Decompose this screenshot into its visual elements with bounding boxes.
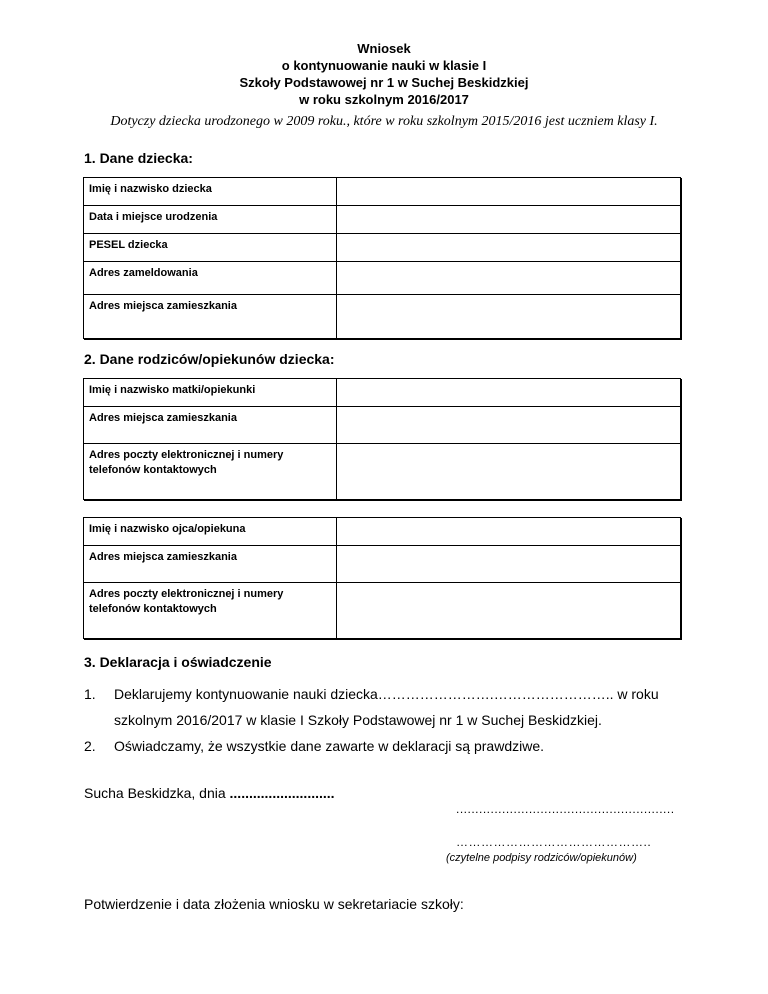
- row-label: PESEL dziecka: [84, 234, 337, 262]
- table-row: [84, 178, 681, 206]
- father-address-field[interactable]: [337, 546, 681, 583]
- mother-address-field[interactable]: [337, 407, 681, 444]
- declaration-item-2-text: Oświadczamy, że wszystkie dane zawarte w deklaracji są prawdziwe.: [114, 738, 545, 754]
- section-parents-heading: 2. Dane rodziców/opiekunów dziecka:: [84, 351, 335, 367]
- declaration-item-1-number: 1.: [84, 686, 96, 702]
- child-data-table: [83, 177, 681, 339]
- mother-data-table: [83, 378, 681, 500]
- declaration-item-1-text: Deklarujemy kontynuowanie nauki dziecka…………………….…………………….. w roku: [114, 686, 659, 702]
- child-residence-address-field[interactable]: [337, 295, 681, 339]
- table-row: [84, 407, 681, 444]
- form-title-line2: o kontynuowanie nauki w klasie I: [281, 58, 487, 73]
- child-registered-address-field[interactable]: [337, 262, 681, 295]
- school-year: w roku szkolnym 2016/2017: [299, 92, 469, 107]
- mother-name-field[interactable]: [337, 379, 681, 407]
- form-subtitle: Dotyczy dziecka urodzonego w 2009 roku., które w roku szkolnym 2015/2016 jest uczniem klasy I.: [110, 114, 658, 129]
- table-row: [84, 518, 681, 546]
- table-row: [84, 295, 681, 339]
- signature-line-2[interactable]: ………………………………………..: [456, 835, 652, 849]
- table-row: [84, 583, 681, 639]
- row-label: Adres zameldowania: [84, 262, 337, 295]
- father-data-table: [83, 517, 681, 639]
- child-pesel-field[interactable]: [337, 234, 681, 262]
- form-header: [0, 40, 768, 108]
- father-name-field[interactable]: [337, 518, 681, 546]
- table-row: [84, 234, 681, 262]
- date-field[interactable]: ...........................: [229, 785, 335, 801]
- section-declaration-heading: 3. Deklaracja i oświadczenie: [84, 654, 272, 670]
- section-child-heading: 1. Dane dziecka:: [84, 150, 193, 166]
- row-label: Adres poczty elektronicznej i numery telefonów kontaktowych: [84, 444, 337, 500]
- child-birth-field[interactable]: [337, 206, 681, 234]
- declaration-item-1-text-cont: szkolnym 2016/2017 w klasie I Szkoły Podstawowej nr 1 w Suchej Beskidzkiej.: [114, 712, 602, 728]
- school-name: Szkoły Podstawowej nr 1 w Suchej Beskidzkiej: [239, 75, 529, 90]
- row-label: Imię i nazwisko dziecka: [84, 178, 337, 206]
- table-row: [84, 206, 681, 234]
- row-label: Adres miejsca zamieszkania: [84, 546, 337, 583]
- row-label: Data i miejsce urodzenia: [84, 206, 337, 234]
- table-row: [84, 379, 681, 407]
- child-name-field[interactable]: [337, 178, 681, 206]
- signature-caption: (czytelne podpisy rodziców/opiekunów): [446, 852, 637, 864]
- form-title: Wniosek: [357, 41, 411, 56]
- father-contact-field[interactable]: [337, 583, 681, 639]
- signature-line-1[interactable]: .........................................................: [456, 802, 675, 816]
- row-label: Adres miejsca zamieszkania: [84, 407, 337, 444]
- declaration-item-2-number: 2.: [84, 738, 96, 754]
- table-row: [84, 444, 681, 500]
- school-confirmation-label: Potwierdzenie i data złożenia wniosku w sekretariacie szkoły:: [84, 896, 464, 912]
- row-label: Adres miejsca zamieszkania: [84, 295, 337, 339]
- table-row: [84, 546, 681, 583]
- place-date-label: Sucha Beskidzka, dnia: [84, 785, 230, 801]
- row-label: Imię i nazwisko matki/opiekunki: [84, 379, 337, 407]
- table-row: [84, 262, 681, 295]
- place-date-line: [84, 785, 335, 801]
- row-label: Imię i nazwisko ojca/opiekuna: [84, 518, 337, 546]
- row-label: Adres poczty elektronicznej i numery telefonów kontaktowych: [84, 583, 337, 639]
- mother-contact-field[interactable]: [337, 444, 681, 500]
